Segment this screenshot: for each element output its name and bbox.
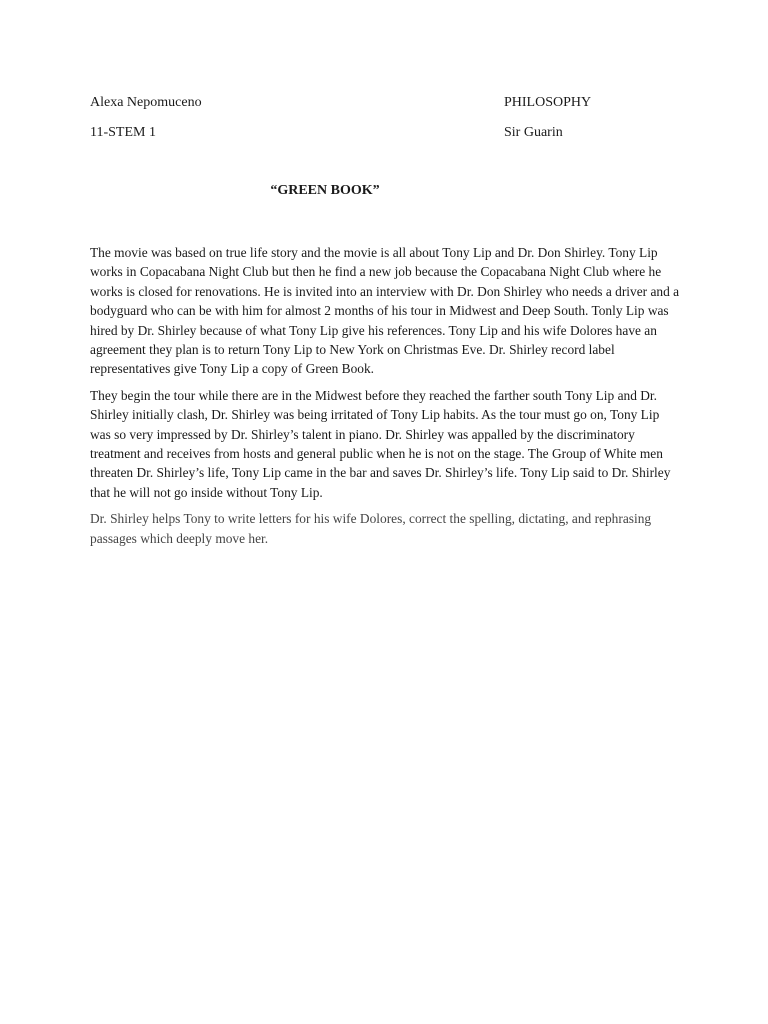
teacher-name: Sir Guarin (504, 125, 563, 140)
paragraph-1: The movie was based on true life story and the movie is all about Tony Lip and Dr. Don Shirley. Tony Lip works in Copacabana Night Club but then he find a new job because the Copacabana Night Club where he works is closed for renovations. He is invited into an interview with Dr. Don Shirley who needs a driver and a bodyguard who can be with him for almost 2 months of his tour in Midwest and Deep South. Tonly Lip was hired by Dr. Shirley because of what Tony Lip give his references. Tony Lip and his wife Dolores have an agreement they plan is to return Tony Lip to New York on Christmas Eve. Dr. Shirley record label representatives give Tony Lip a copy of Green Book. (90, 245, 680, 377)
document-title: “GREEN BOOK” (270, 183, 380, 198)
paragraph-3: Dr. Shirley helps Tony to write letters for his wife Dolores, correct the spelling, dictating, and rephrasing passages which deeply move her. (90, 511, 652, 546)
document-body (90, 243, 680, 555)
subject-name: PHILOSOPHY (504, 95, 592, 110)
author-name: Alexa Nepomuceno (90, 95, 202, 110)
section-name: 11-STEM 1 (90, 125, 156, 140)
paragraph-2: They begin the tour while there are in the Midwest before they reached the farther south Tony Lip and Dr. Shirley initially clash, Dr. Shirley was being irritated of Tony Lip habits. As the tour must go on, Tony Lip was so very impressed by Dr. Shirley’s talent in piano. Dr. Shirley was appalled by the discriminatory treatment and receives from hosts and general public when he is not on the stage. The Group of White men threaten Dr. Shirley’s life, Tony Lip came in the bar and saves Dr. Shirley’s life. Tony Lip said to Dr. Shirley that he will not go inside without Tony Lip. (90, 387, 671, 500)
